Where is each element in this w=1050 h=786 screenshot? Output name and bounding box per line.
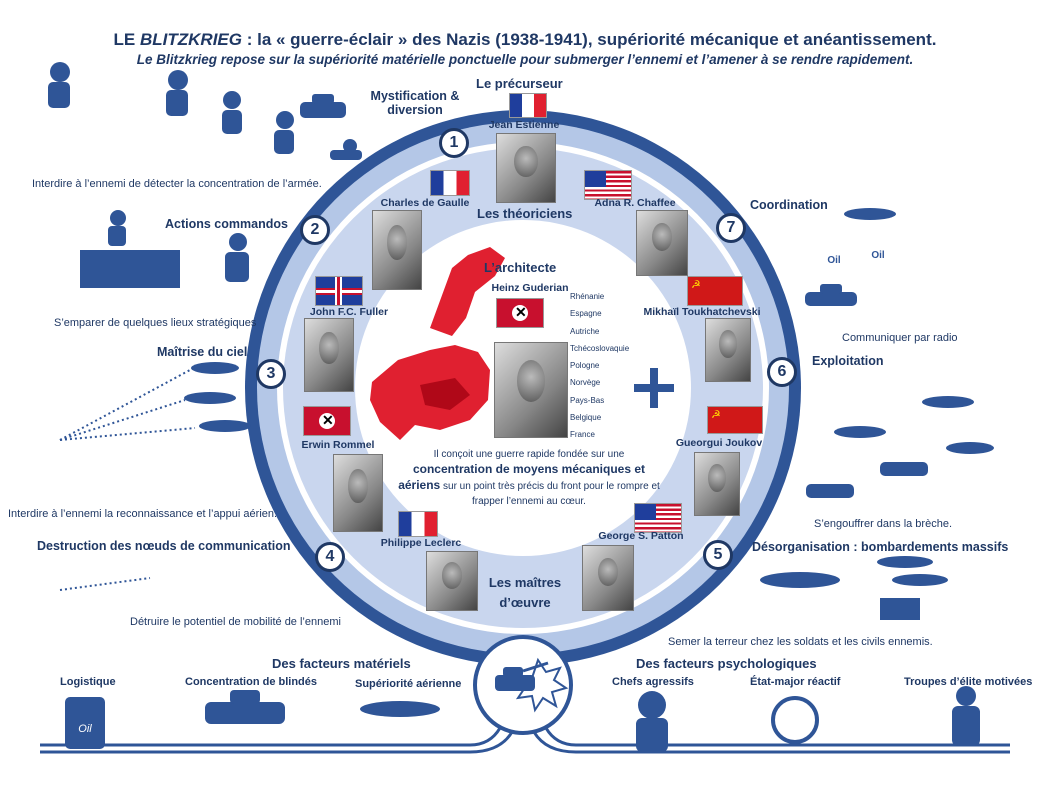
step-5-caption: Semer la terreur chez les soldats et les civils ennemis. xyxy=(668,636,933,648)
name-chaffee: Adna R. Chaffee xyxy=(594,197,676,209)
step-1-badge: 1 xyxy=(439,128,469,158)
flag-uk-fuller xyxy=(315,276,363,306)
portrait-guderian xyxy=(494,342,568,438)
page-title: LE BLITZKRIEG : la « guerre-éclair » des Nazis (1938-1941), supériorité mécanique et anéantissement. xyxy=(113,30,937,49)
flag-germany-rommel xyxy=(303,406,351,436)
name-joukov: Gueorgui Joukov xyxy=(675,437,763,449)
center-tank-turret xyxy=(503,667,523,677)
step-5-label: Désorganisation : bombardements massifs xyxy=(752,540,1009,554)
name-rommel: Erwin Rommel xyxy=(301,439,375,451)
flag-ussr-joukov xyxy=(707,406,763,434)
maitres-label: Les maîtres d’œuvre xyxy=(488,575,562,610)
step-2-caption: S’emparer de quelques lieux stratégiques xyxy=(54,317,257,329)
country-item: Pays-Bas xyxy=(570,395,605,405)
name-toukhatchevski: Mikhaïl Toukhatchevski xyxy=(643,306,761,318)
country-item: Belgique xyxy=(570,413,602,423)
country-item: Norvège xyxy=(570,378,601,388)
flag-ussr-toukhatchevski xyxy=(687,276,743,306)
country-list xyxy=(570,288,629,444)
name-patton: George S. Patton xyxy=(598,530,684,542)
factor-logistique: Logistique xyxy=(60,676,116,688)
portrait-estienne xyxy=(496,133,556,203)
flag-france-leclerc xyxy=(398,511,438,537)
name-fuller: John F.C. Fuller xyxy=(309,306,389,318)
step-6-label: Exploitation xyxy=(812,354,884,368)
theoriciens-label: Les théoriciens xyxy=(477,206,573,221)
step-3-caption: Interdire à l’ennemi la reconnaissance et l’appui aérien. xyxy=(8,508,278,520)
step-4-label: Destruction des nœuds de communication xyxy=(37,539,291,553)
step-6-badge: 6 xyxy=(767,357,797,387)
step-7-caption: Communiquer par radio xyxy=(842,332,958,344)
portrait-chaffee xyxy=(636,210,688,276)
factor-blindes: Concentration de blindés xyxy=(185,676,318,688)
name-estienne: Jean Estienne xyxy=(488,119,560,131)
country-item: Autriche xyxy=(570,326,600,336)
step-5-badge: 5 xyxy=(703,540,733,570)
precursor-label: Le précurseur xyxy=(476,76,563,91)
factor-etatmajor: État-major réactif xyxy=(750,676,841,688)
country-item: Espagne xyxy=(570,309,602,319)
center-tank-body xyxy=(495,675,535,691)
name-guderian: Heinz Guderian xyxy=(491,282,569,294)
architecte-label: L’architecte xyxy=(484,260,557,275)
country-item: Tchécoslovaquie xyxy=(570,343,630,353)
portrait-joukov xyxy=(694,452,740,516)
step-7-badge: 7 xyxy=(716,213,746,243)
flag-usa-chaffee xyxy=(584,170,632,200)
center-description: Il conçoit une guerre rapide fondée sur une concentration de moyens mécaniques et aériens sur un point très précis du front pour le rompre et frapper l’ennemi au cœur. xyxy=(398,449,660,507)
oil-barrel-label: Oil xyxy=(78,723,92,735)
portrait-patton xyxy=(582,545,634,611)
page-subtitle: Le Blitzkrieg repose sur la supériorité matérielle ponctuelle pour submerger l’ennemi et l’amener à se rendre rapidement. xyxy=(136,52,914,67)
flag-france-estienne xyxy=(509,93,547,118)
portrait-degaulle xyxy=(372,210,422,290)
step-4-badge: 4 xyxy=(315,542,345,572)
factors-psychologiques: Des facteurs psychologiques xyxy=(636,656,817,671)
portrait-toukhatchevski xyxy=(705,318,751,382)
step-2-label: Actions commandos xyxy=(165,217,288,231)
flag-germany-guderian xyxy=(496,298,544,328)
factor-troupes: Troupes d’élite motivées xyxy=(904,676,1033,688)
step-3-label: Maîtrise du ciel xyxy=(157,345,248,359)
step-6-caption: S’engouffrer dans la brèche. xyxy=(814,518,952,530)
portrait-fuller xyxy=(304,318,354,392)
country-item: France xyxy=(570,430,595,440)
step-1-label: Mystification & diversion xyxy=(370,89,460,117)
factors-materiels: Des facteurs matériels xyxy=(272,656,411,671)
step-3-badge: 3 xyxy=(256,359,286,389)
country-item: Pologne xyxy=(570,361,600,371)
step-2-badge: 2 xyxy=(300,215,330,245)
portrait-leclerc xyxy=(426,551,478,611)
oil-label-2: Oil xyxy=(871,250,885,261)
name-leclerc: Philippe Leclerc xyxy=(380,537,462,549)
factor-aerienne: Supériorité aérienne xyxy=(355,678,462,690)
step-7-label: Coordination xyxy=(750,198,828,212)
factor-chefs: Chefs agressifs xyxy=(612,676,694,688)
portrait-rommel xyxy=(333,454,383,532)
flag-france-degaulle xyxy=(430,170,470,196)
country-item: Rhénanie xyxy=(570,292,605,301)
oil-label-1: Oil xyxy=(827,255,841,266)
step-4-caption: Détruire le potentiel de mobilité de l’ennemi xyxy=(130,616,341,628)
name-degaulle: Charles de Gaulle xyxy=(380,197,470,209)
step-1-caption: Interdire à l’ennemi de détecter la concentration de l’armée. xyxy=(32,178,322,190)
